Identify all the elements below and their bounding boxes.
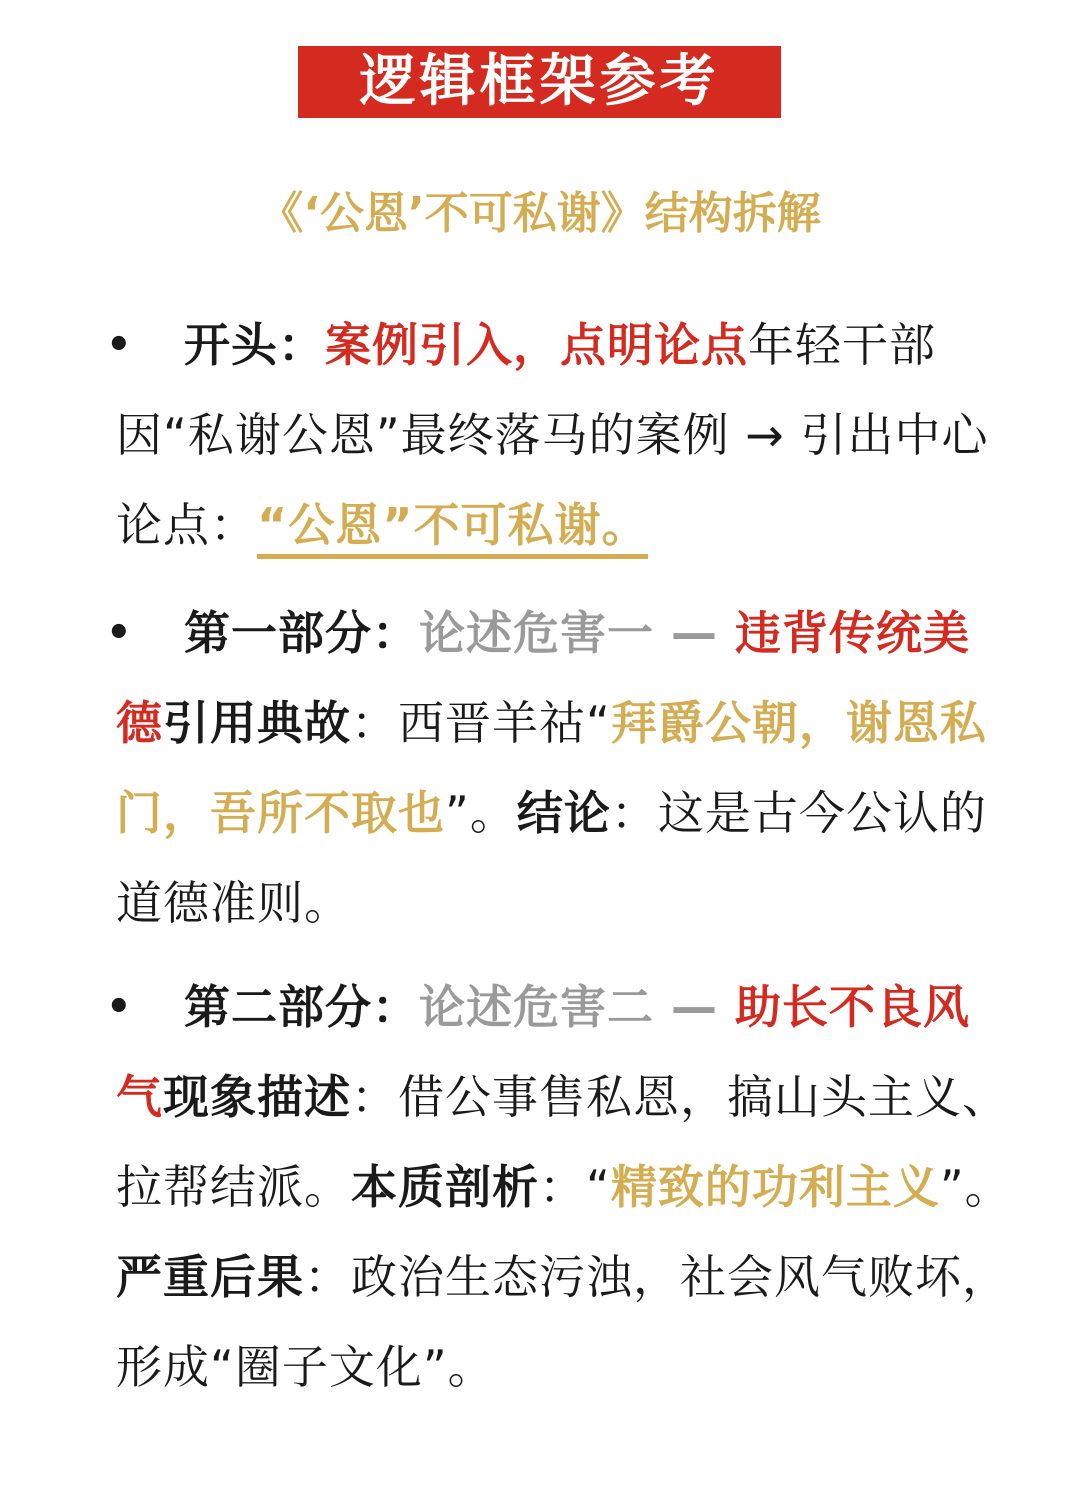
bullet-icon: • — [106, 610, 133, 656]
section-quote: 精致的功利主义 — [610, 1160, 940, 1214]
bullet-icon: • — [106, 984, 133, 1030]
page-title: 逻辑框架参考 — [359, 49, 720, 114]
section-label: 开头： — [184, 318, 325, 372]
section-gray-text: 论述危害一 — — [419, 606, 736, 660]
section-gray-text: 论述危害二 — — [419, 980, 736, 1034]
section-opening — [106, 300, 1016, 570]
section-body-text: ：西晋羊祜“ — [351, 696, 611, 750]
bullet-icon: • — [106, 322, 133, 368]
section-bold-text: 结论 — [516, 786, 611, 840]
title-banner — [298, 46, 781, 118]
central-thesis: “公恩”不可私谢。 — [257, 498, 648, 559]
section-part-two — [106, 962, 1016, 1412]
subtitle: 《‘公恩’不可私谢》结构拆解 — [259, 188, 821, 239]
section-label: 第二部分： — [184, 980, 419, 1034]
section-bold-text: 现象描述 — [163, 1070, 351, 1124]
section-body-text: ：政治生态污浊，社会风气败坏，形成“圈子文化”。 — [116, 1250, 1009, 1394]
section-quote: 拜爵公朝，谢恩私门，吾所不取也 — [116, 696, 987, 840]
section-body-text: ：这是古今公认的道德准则。 — [116, 786, 987, 930]
section-red-text: 违背传统美德 — [116, 606, 971, 750]
section-bold-text: 本质剖析 — [351, 1160, 539, 1214]
section-red-text: 助长不良风气 — [116, 980, 971, 1124]
section-body-text: 年轻干部因“私谢公恩”最终落马的案例 → 引出中心论点： — [116, 318, 989, 552]
section-body-text: ：“ — [539, 1160, 611, 1214]
section-bold-text: 引用典故 — [163, 696, 351, 750]
section-body-text: ”。 — [445, 786, 517, 840]
section-label: 第一部分： — [184, 606, 419, 660]
section-part-one — [106, 588, 1016, 948]
section-bold-text: 严重后果 — [116, 1250, 304, 1304]
section-body-text: ：借公事售私恩，搞山头主义、拉帮结派。 — [116, 1070, 1009, 1214]
section-body-text: ”。 — [939, 1160, 1012, 1214]
section-red-text: 案例引入，点明论点 — [325, 318, 748, 372]
